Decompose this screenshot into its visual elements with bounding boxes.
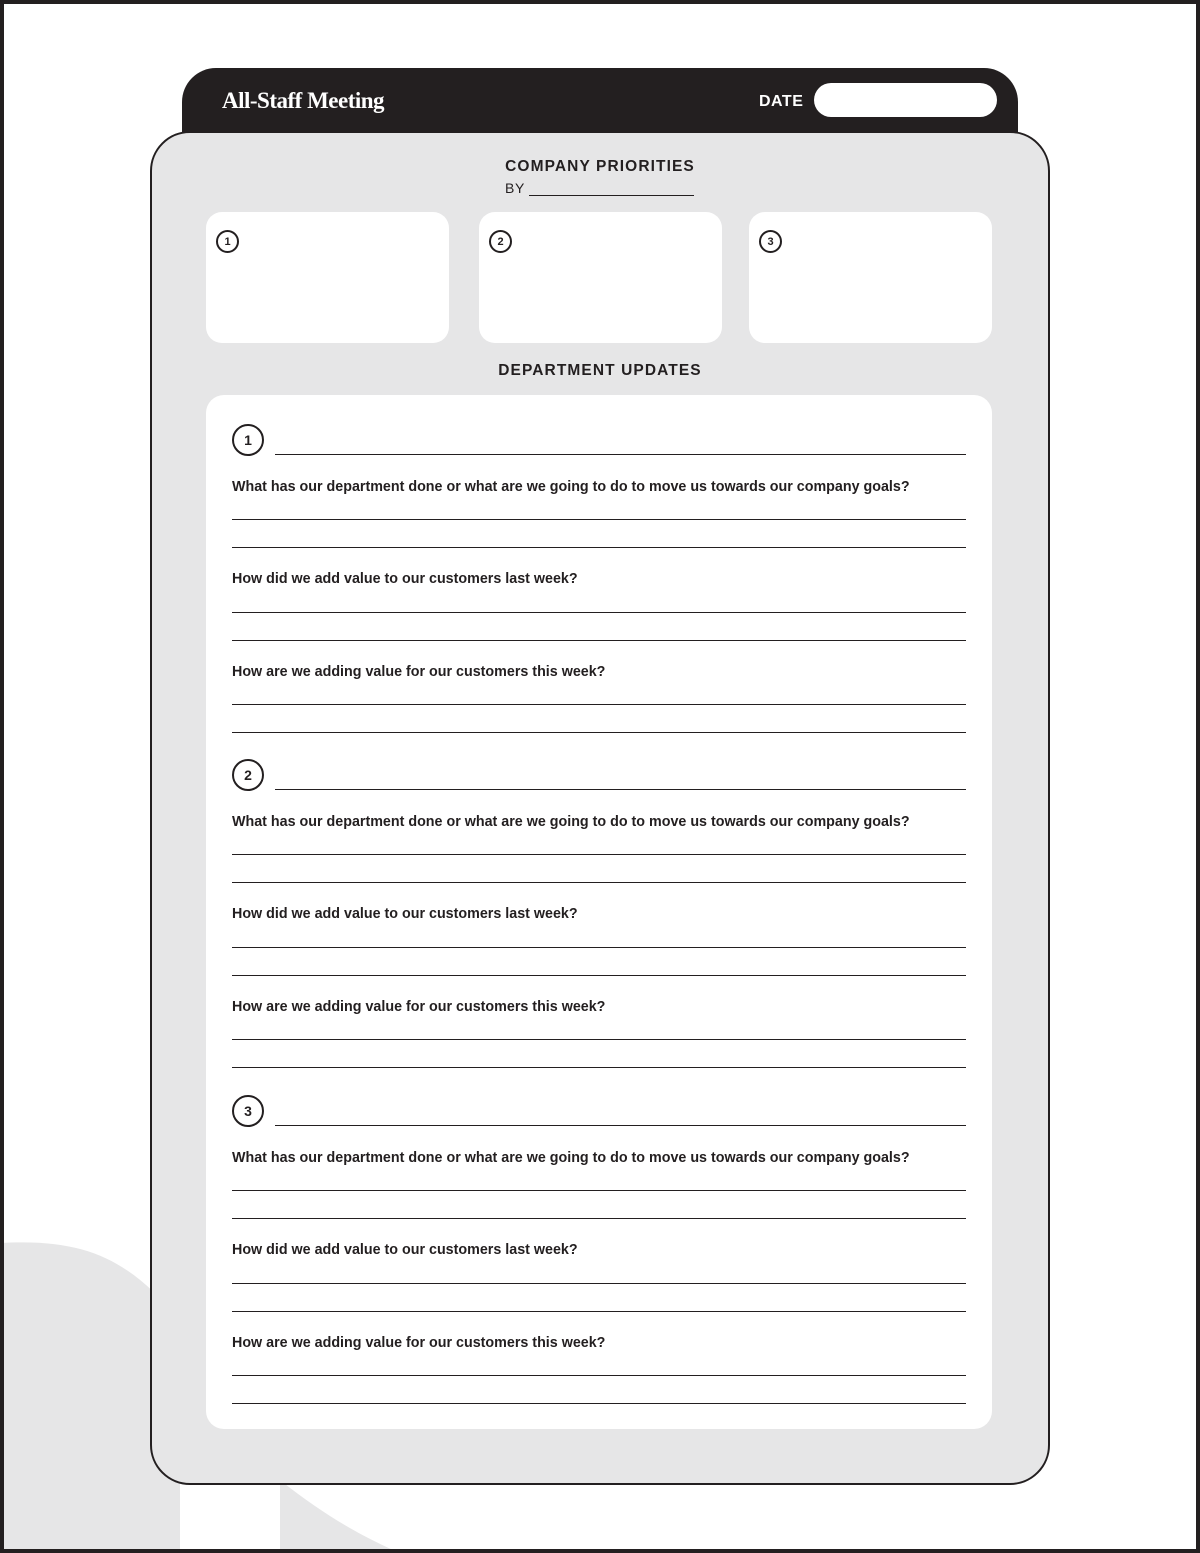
by-row bbox=[505, 178, 694, 196]
number-badge: 1 bbox=[216, 230, 239, 253]
by-name-field[interactable] bbox=[529, 182, 694, 196]
answer-line[interactable] bbox=[232, 1375, 966, 1376]
number-badge: 3 bbox=[759, 230, 782, 253]
department-block-1 bbox=[232, 424, 966, 680]
answer-line[interactable] bbox=[232, 1039, 966, 1040]
answer-line[interactable] bbox=[232, 640, 966, 641]
answer-line[interactable] bbox=[232, 1218, 966, 1219]
question-this-week: How are we adding value for our customers this week? bbox=[232, 664, 606, 680]
answer-line[interactable] bbox=[232, 732, 966, 733]
answer-line[interactable] bbox=[232, 1067, 966, 1068]
department-header bbox=[232, 759, 966, 799]
date-field[interactable] bbox=[814, 83, 997, 117]
answer-line[interactable] bbox=[232, 1403, 966, 1404]
answer-line[interactable] bbox=[232, 704, 966, 705]
answer-line[interactable] bbox=[232, 519, 966, 520]
number-badge: 2 bbox=[232, 759, 264, 791]
department-updates-heading: DEPARTMENT UPDATES bbox=[498, 362, 702, 379]
by-label: BY bbox=[505, 180, 525, 196]
page-title: All-Staff Meeting bbox=[222, 88, 385, 113]
answer-line[interactable] bbox=[232, 975, 966, 976]
department-block-2 bbox=[232, 759, 966, 1015]
answer-line[interactable] bbox=[232, 854, 966, 855]
department-name-field[interactable] bbox=[275, 424, 966, 455]
answer-line[interactable] bbox=[232, 947, 966, 948]
department-name-field[interactable] bbox=[275, 1095, 966, 1126]
number-badge: 1 bbox=[232, 424, 264, 456]
department-updates-card bbox=[206, 395, 992, 1429]
department-header bbox=[232, 424, 966, 464]
priority-card-3[interactable] bbox=[749, 212, 992, 343]
question-goals: What has our department done or what are we going to do to move us towards our company goals? bbox=[232, 479, 910, 495]
answer-line[interactable] bbox=[232, 882, 966, 883]
question-last-week: How did we add value to our customers last week? bbox=[232, 571, 578, 587]
answer-line[interactable] bbox=[232, 612, 966, 613]
number-badge: 3 bbox=[232, 1095, 264, 1127]
answer-line[interactable] bbox=[232, 1311, 966, 1312]
answer-line[interactable] bbox=[232, 547, 966, 548]
priority-card-2[interactable] bbox=[479, 212, 722, 343]
department-header bbox=[232, 1095, 966, 1135]
date-label: DATE bbox=[759, 93, 804, 110]
question-last-week: How did we add value to our customers last week? bbox=[232, 1242, 578, 1258]
question-this-week: How are we adding value for our customers this week? bbox=[232, 999, 606, 1015]
answer-line[interactable] bbox=[232, 1283, 966, 1284]
department-block-3 bbox=[232, 1095, 966, 1351]
question-goals: What has our department done or what are we going to do to move us towards our company goals? bbox=[232, 814, 910, 830]
department-name-field[interactable] bbox=[275, 759, 966, 790]
question-goals: What has our department done or what are we going to do to move us towards our company goals? bbox=[232, 1150, 910, 1166]
answer-line[interactable] bbox=[232, 1190, 966, 1191]
question-this-week: How are we adding value for our customers this week? bbox=[232, 1335, 606, 1351]
question-last-week: How did we add value to our customers last week? bbox=[232, 906, 578, 922]
priority-card-1[interactable] bbox=[206, 212, 449, 343]
number-badge: 2 bbox=[489, 230, 512, 253]
company-priorities-heading: COMPANY PRIORITIES bbox=[505, 158, 695, 175]
